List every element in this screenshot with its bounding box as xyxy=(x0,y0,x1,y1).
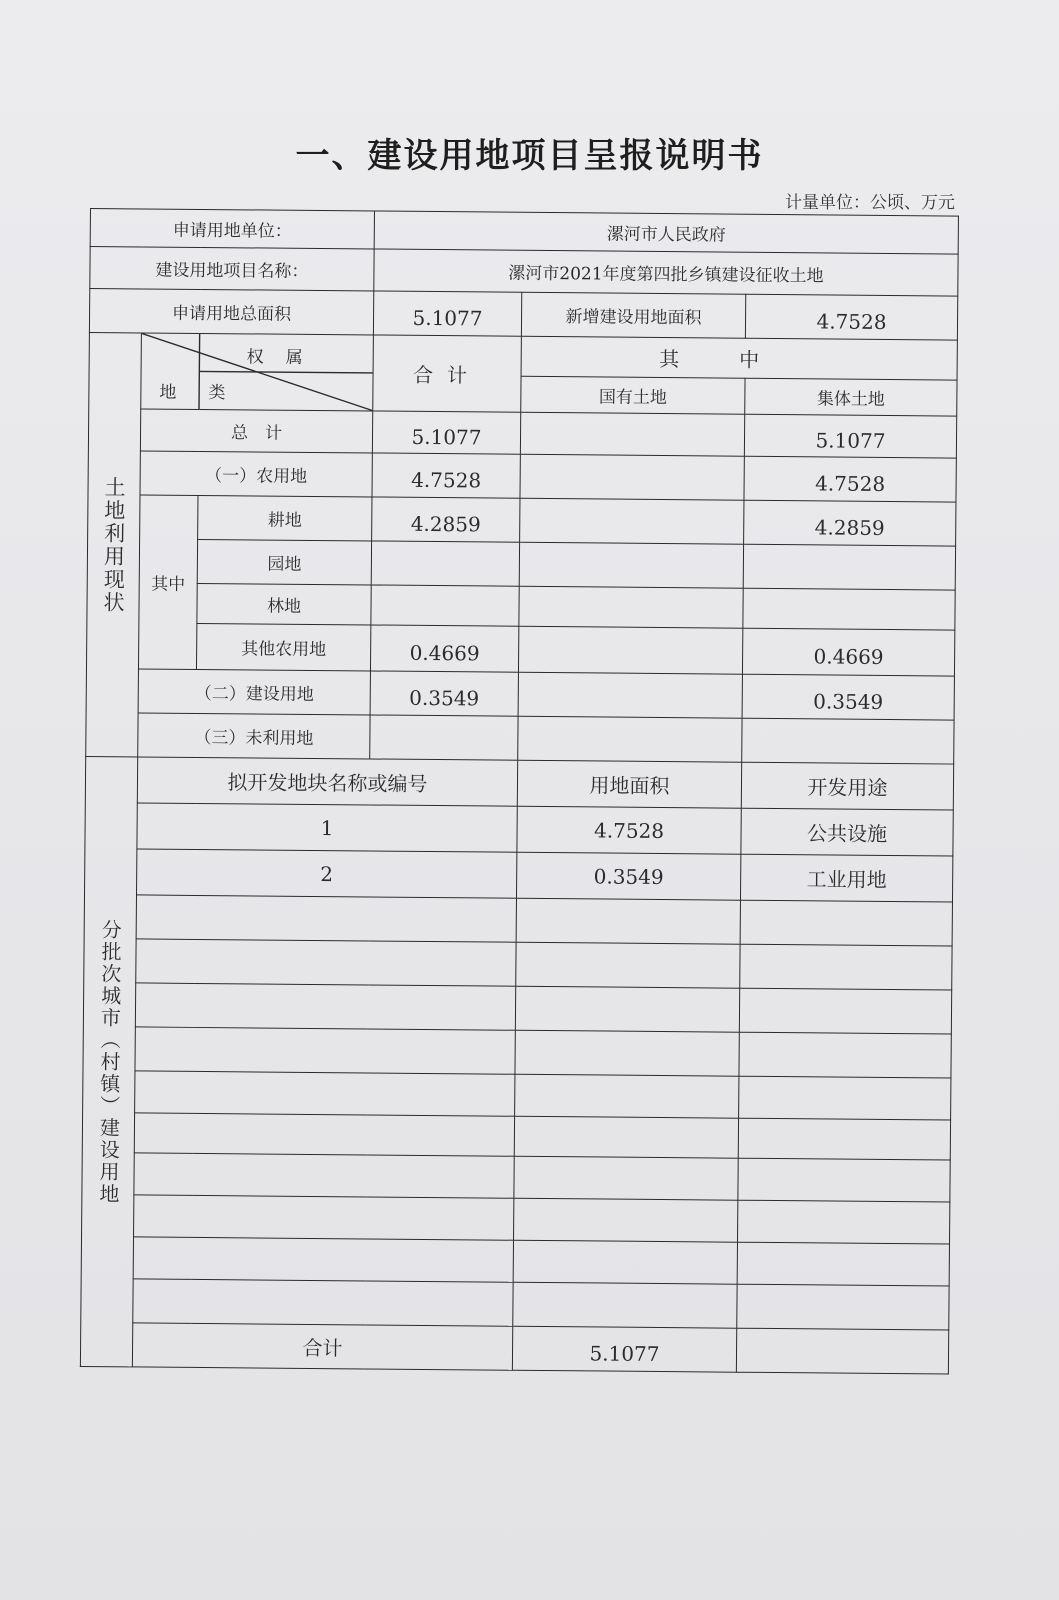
row-label: 林地 xyxy=(197,583,371,625)
row-collective xyxy=(743,544,955,590)
plot-use-header: 开发用途 xyxy=(741,762,953,810)
row-collective: 5.1077 xyxy=(744,414,956,458)
plot-name xyxy=(134,1113,514,1156)
row-state xyxy=(520,498,744,544)
plot-use: 工业用地 xyxy=(740,854,952,902)
row-state xyxy=(519,542,743,588)
row-total: 4.7528 xyxy=(372,453,520,498)
plot-area xyxy=(514,1116,738,1158)
plot-row xyxy=(81,1236,949,1286)
row-collective: 4.2859 xyxy=(744,500,956,546)
total-header: 合计 xyxy=(373,335,522,412)
plot-name xyxy=(133,1237,513,1282)
row-collective: 0.4669 xyxy=(742,628,954,676)
applicant-value: 漯河市人民政府 xyxy=(374,211,958,254)
plot-use: 公共设施 xyxy=(741,808,953,856)
plot-use xyxy=(737,1242,949,1286)
plot-name xyxy=(135,1071,515,1116)
plot-area xyxy=(516,898,740,944)
row-collective: 0.3549 xyxy=(742,674,954,720)
plot-name xyxy=(134,1195,514,1240)
row-total: 0.3549 xyxy=(370,671,518,716)
of-which-side-label: 其中 xyxy=(138,495,198,669)
plot-name xyxy=(135,1027,515,1074)
row-label: 园地 xyxy=(197,539,371,585)
row-collective: 4.7528 xyxy=(744,456,956,502)
row-total: 0.4669 xyxy=(370,625,518,672)
row-label: 其他农用地 xyxy=(196,623,370,671)
plot-area xyxy=(514,1156,738,1200)
plot-row xyxy=(83,982,951,1034)
row-total xyxy=(371,541,519,586)
land-row-garden xyxy=(87,538,955,590)
plot-use xyxy=(738,1158,950,1202)
new-area-value: 4.7528 xyxy=(745,294,957,340)
applicant-label: 申请用地单位： xyxy=(90,209,374,249)
row-state xyxy=(518,672,742,718)
land-row-total xyxy=(88,408,956,458)
total-area-label: 申请用地总面积 xyxy=(89,289,373,335)
batch-section-label: 分批次城市（村镇）建设用地 xyxy=(80,756,137,1366)
land-row-agricultural xyxy=(88,450,956,502)
plot-name xyxy=(135,983,515,1030)
plot-row xyxy=(85,802,953,856)
row-label: （二）建设用地 xyxy=(138,669,370,715)
row-collective xyxy=(743,588,955,630)
plot-use xyxy=(739,1076,951,1120)
application-form-table xyxy=(80,208,958,1366)
land-use-section-label: 土地利用现状 xyxy=(86,332,142,756)
project-name-value: 漯河市2021年度第四批乡镇建设征收土地 xyxy=(374,249,958,296)
plot-name xyxy=(136,939,516,986)
plot-use xyxy=(740,944,952,990)
plot-name xyxy=(134,1153,514,1198)
plot-name: 1 xyxy=(137,803,517,852)
plot-row xyxy=(81,1278,949,1330)
row-total: 4.2859 xyxy=(372,497,520,542)
row-state xyxy=(520,454,744,500)
row-state xyxy=(520,412,744,456)
plot-use xyxy=(737,1200,949,1244)
plot-row xyxy=(82,1152,950,1202)
plot-area: 0.3549 xyxy=(516,852,740,900)
plot-name xyxy=(136,895,516,942)
plot-row xyxy=(83,1070,951,1120)
new-area-label: 新增建设用地面积 xyxy=(521,292,745,338)
plot-use xyxy=(738,1118,950,1160)
land-row-unused xyxy=(86,712,954,764)
plot-name: 2 xyxy=(137,849,517,898)
plot-row xyxy=(85,848,953,902)
plot-row xyxy=(84,894,952,946)
plot-area xyxy=(514,1198,738,1242)
plot-row xyxy=(83,1026,951,1078)
project-name-label: 建设用地项目名称： xyxy=(90,247,374,291)
row-label: （一）农用地 xyxy=(140,451,372,497)
plot-area xyxy=(515,1074,739,1118)
land-row-cultivated xyxy=(88,494,956,546)
batch-total-use xyxy=(736,1328,948,1374)
plot-area xyxy=(515,1030,739,1076)
state-land-header: 国有土地 xyxy=(521,376,745,414)
category-label: 地 类 xyxy=(159,382,226,404)
plot-use xyxy=(739,988,951,1034)
batch-total-area: 5.1077 xyxy=(512,1326,736,1372)
row-collective xyxy=(742,718,954,764)
batch-total-row xyxy=(80,1322,948,1374)
row-state xyxy=(518,716,742,762)
plot-area xyxy=(515,986,739,1032)
ownership-label: 权属 xyxy=(246,347,325,369)
row-total xyxy=(371,585,519,626)
plot-name-header: 拟开发地块名称或编号 xyxy=(137,757,517,806)
row-label: 总 计 xyxy=(140,409,372,453)
of-which-header: 其中 xyxy=(521,336,957,380)
batch-total-label: 合计 xyxy=(132,1323,512,1370)
row-total xyxy=(370,715,518,760)
row-state xyxy=(519,586,743,628)
plot-use xyxy=(740,900,952,946)
land-row-other-agricultural xyxy=(86,622,954,676)
plot-area: 4.7528 xyxy=(517,806,741,854)
plot-row xyxy=(82,1194,950,1244)
row-total: 5.1077 xyxy=(372,411,520,454)
land-row-construction xyxy=(86,668,954,720)
plot-row xyxy=(84,938,952,990)
row-label: （三）未利用地 xyxy=(138,713,370,759)
total-area-value: 5.1077 xyxy=(373,291,521,336)
ownership-category-header xyxy=(141,333,374,411)
document-title: 一、建设用地项目呈报说明书 xyxy=(295,136,764,176)
plot-area-header: 用地面积 xyxy=(517,760,741,808)
plot-area xyxy=(513,1240,737,1284)
plot-use xyxy=(739,1032,951,1078)
collective-land-header: 集体土地 xyxy=(745,378,957,416)
row-label: 耕地 xyxy=(198,495,372,541)
measurement-unit: 计量单位：公顷、万元 xyxy=(785,193,955,213)
row-state xyxy=(518,626,742,674)
plot-area xyxy=(516,942,740,988)
